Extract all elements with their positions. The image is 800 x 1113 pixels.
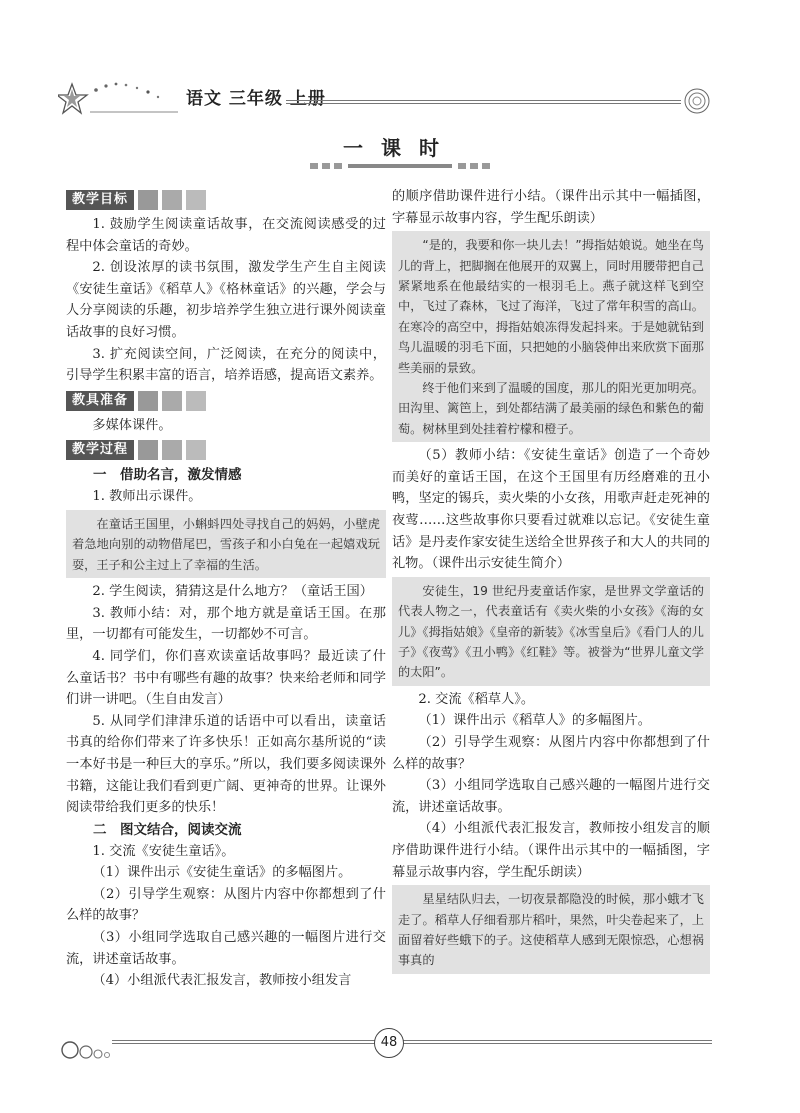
label-square: [162, 190, 182, 210]
prep-label: 教具准备: [66, 391, 134, 411]
step-text: （5）教师小结：《安徒生童话》创造了一个奇妙而美好的童话王国，在这个王国里有历经磨难的丑小鸭，坚定的锡兵，卖火柴的小女孩，用歌声赶走死神的夜莺……这些故事你只要看过就难以忘记。《安徒生童话》是丹麦作家安徒生送给全世界孩子和大人的共同的礼物。（课件出示安徒生简介）: [392, 448, 710, 572]
step-text: 4. 同学们，你们喜欢读童话故事吗？最近读了什么童话书？书中有哪些有趣的故事？快来给老师和同学们讲一讲吧。（生自由发言）: [66, 648, 386, 708]
step-text: （2）引导学生观察：从图片内容中你都想到了什么样的故事？: [66, 886, 386, 924]
label-square: [162, 440, 182, 460]
step-text: 5. 从同学们津津乐道的话语中可以看出，读童话书真的给你们带来了许多快乐！正如高尔基所说的“读一本好书是一种巨大的享乐。”所以，我们要多阅读课外书籍，这能让我们看到更广阔、更神奇的世界。让课外阅读带给我们更多的快乐！: [66, 713, 386, 816]
step-text: （1）课件出示《稻草人》的多幅图片。: [418, 713, 651, 729]
step-text: （1）课件出示《安徒生童话》的多幅图片。: [92, 865, 352, 881]
step-text: （4）小组派代表汇报发言，教师按小组发言的顺序借助课件进行小结。（课件出示其中的一幅插图，字幕显示故事内容，学生配乐朗读）: [392, 821, 710, 880]
quote-text: 在童话王国里，小蝌蚪四处寻找自己的妈妈，小壁虎着急地向别的动物借尾巴，雪孩子和小白兔在一起嬉戏玩耍，王子和公主过上了幸福的生活。: [72, 516, 380, 572]
label-square: [138, 440, 158, 460]
right-column: [392, 186, 710, 977]
stars-decoration-icon: [58, 78, 188, 118]
prep-text: 多媒体课件。: [92, 417, 172, 433]
footer-rule: [112, 1040, 712, 1044]
label-square: [186, 190, 206, 210]
swirl-decoration-icon: [682, 86, 712, 116]
step-text: （4）小组派代表汇报发言，教师按小组发言: [92, 973, 352, 989]
quote-box: [392, 885, 710, 974]
goal-item: 1. 鼓励学生阅读童话故事，在交流阅读感受的过程中体会童话的奇妙。: [66, 217, 386, 254]
process-label-row: [66, 439, 386, 461]
prep-label-row: [66, 390, 386, 412]
quote-text: “是的，我要和你一块儿去！”拇指姑娘说。她坐在鸟儿的背上，把脚搁在他展开的双翼上，同时用腰带把自己紧紧地系在他最结实的一根羽毛上。燕子就这样飞到空中，飞过了森林，飞过了海洋，飞过了常年积雪的高山。在寒冷的高空中，拇指姑娘冻得发起抖来。于是她就钻到鸟儿温暖的羽毛下面，只把她的小脑袋伸出来欣赏下面那些美丽的景致。: [398, 238, 704, 375]
page-number: 48: [374, 1028, 404, 1058]
goals-label-row: [66, 189, 386, 211]
quote-text: 安徒生，19 世纪丹麦童话作家，是世界文学童话的代表人物之一，代表童话有《卖火柴的小女孩》《海的女儿》《拇指姑娘》《皇帝的新装》《冰雪皇后》《看门人的儿子》《夜莺》《丑小鸭》《红鞋》等。被誉为“世界儿童文学的太阳”。: [398, 583, 704, 680]
step-text: （3）小组同学选取自己感兴趣的一幅图片进行交流，讲述童话故事。: [66, 930, 386, 967]
title-underline-decoration-icon: [300, 160, 500, 172]
step-text: 3. 教师小结：对，那个地方就是童话王国。在那里，一切都有可能发生，一切都妙不可言。: [66, 605, 386, 643]
step-text: 2. 交流《稻草人》。: [418, 691, 535, 707]
label-square: [138, 391, 158, 411]
goal-item: 2. 创设浓厚的读书氛围，激发学生产生自主阅读《安徒生童话》《稻草人》《格林童话》的兴趣，学会与人分享阅读的乐趣，初步培养学生独立进行课外阅读童话故事的良好习惯。: [66, 260, 386, 340]
step-text: （2）引导学生观察：从图片内容中你都想到了什么样的故事？: [392, 735, 710, 772]
header-rule: [286, 100, 681, 104]
part2-heading: 二 图文结合，阅读交流: [93, 821, 242, 838]
goal-item: 3. 扩充阅读空间，广泛阅读，在充分的阅读中，引导学生积累丰富的语言，培养语感，提高语文素养。: [66, 346, 386, 384]
quote-box: [392, 577, 710, 686]
quote-box: [66, 510, 386, 578]
label-square: [162, 391, 182, 411]
page-footer: [60, 1028, 720, 1068]
step-text: 1. 教师出示课件。: [92, 489, 202, 505]
part1-heading: 一 借助名言，激发情感: [93, 467, 242, 484]
page-header: [58, 78, 718, 118]
left-column: [66, 186, 386, 992]
quote-box: [392, 231, 710, 442]
step-text: 的顺序借助课件进行小结。（课件出示其中一幅插图，字幕显示故事内容，学生配乐朗读）: [392, 189, 710, 226]
header-title: 语文 三年级 上册: [186, 89, 326, 109]
goals-label: 教学目标: [66, 190, 134, 210]
label-square: [186, 391, 206, 411]
label-square: [186, 440, 206, 460]
step-text: 2. 学生阅读，猜猜这是什么地方？（童话王国）: [92, 584, 373, 600]
step-text: 1. 交流《安徒生童话》。: [92, 843, 235, 859]
quote-text: 星星结队归去，一切夜景都隐没的时候，那小蛾才飞走了。稻草人仔细看那片稻叶，果然，叶尖卷起来了，上面留着好些蛾下的子。这使稻草人感到无限惊恐，心想祸事真的: [398, 892, 704, 968]
section-title: 一课时: [343, 136, 457, 160]
label-square: [138, 190, 158, 210]
quote-text: 终于他们来到了温暖的国度，那儿的阳光更加明亮。田沟里、篱笆上，到处都结满了最美丽的绿色和紫色的葡萄。树林里到处挂着柠檬和橙子。: [398, 381, 704, 436]
circles-decoration-icon: [60, 1028, 120, 1062]
step-text: （3）小组同学选取自己感兴趣的一幅图片进行交流，讲述童话故事。: [392, 778, 710, 815]
process-label: 教学过程: [66, 440, 134, 460]
